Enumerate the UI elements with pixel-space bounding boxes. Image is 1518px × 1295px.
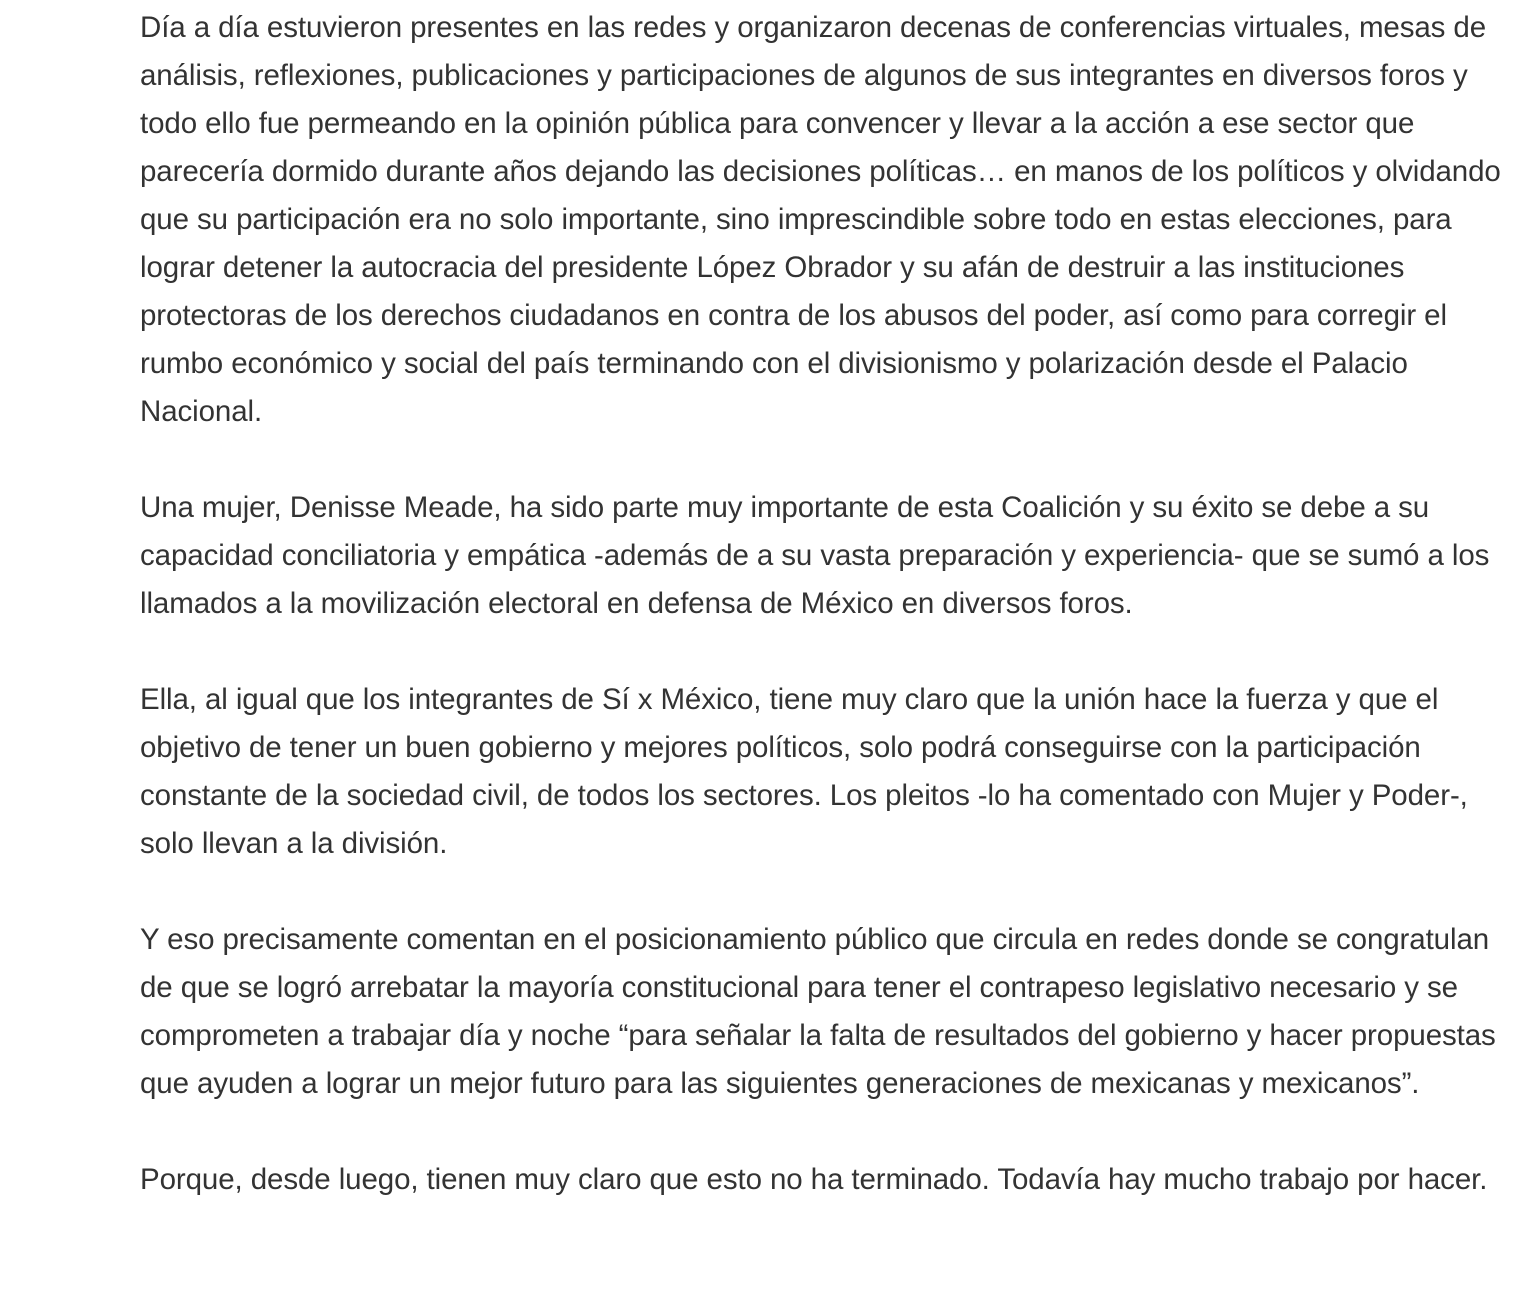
article-paragraph: Porque, desde luego, tienen muy claro que esto no ha terminado. Todavía hay mucho trabajo por hacer. [140, 1163, 1488, 1196]
article-paragraph: Ella, al igual que los integrantes de Sí x México, tiene muy claro que la unión hace la fuerza y que el objetivo de tener un buen gobierno y mejores políticos, solo podrá conseguirse con la participación constante de la sociedad civil, de todos los sectores. Los pleitos -lo ha comentado con Mujer y Poder-, solo llevan a la división. [140, 683, 1468, 860]
article-paragraph: Una mujer, Denisse Meade, ha sido parte muy importante de esta Coalición y su éxito se debe a su capacidad conciliatoria y empática -además de a su vasta preparación y experiencia- que se sumó a los llamados a la movilización electoral en defensa de México en diversos foros. [140, 491, 1490, 620]
article-paragraph: Y eso precisamente comentan en el posicionamiento público que circula en redes donde se congratulan de que se logró arrebatar la mayoría constitucional para tener el contrapeso legislativo necesario y se comprometen a trabajar día y noche “para señalar la falta de resultados del gobierno y hacer propuestas que ayuden a lograr un mejor futuro para las siguientes generaciones de mexicanas y mexicanos”. [140, 923, 1496, 1100]
article-paragraph: Día a día estuvieron presentes en las redes y organizaron decenas de conferencias virtuales, mesas de análisis, reflexiones, publicaciones y participaciones de algunos de sus integrantes en diversos foros y todo ello fue permeando en la opinión pública para convencer y llevar a la acción a ese sector que parecería dormido durante años dejando las decisiones políticas… en manos de los políticos y olvidando que su participación era no solo importante, sino imprescindible sobre todo en estas elecciones, para lograr detener la autocracia del presidente López Obrador y su afán de destruir a las instituciones protectoras de los derechos ciudadanos en contra de los abusos del poder, así como para corregir el rumbo económico y social del país terminando con el divisionismo y polarización desde el Palacio Nacional. [140, 11, 1501, 428]
article-body [140, 4, 1510, 1204]
